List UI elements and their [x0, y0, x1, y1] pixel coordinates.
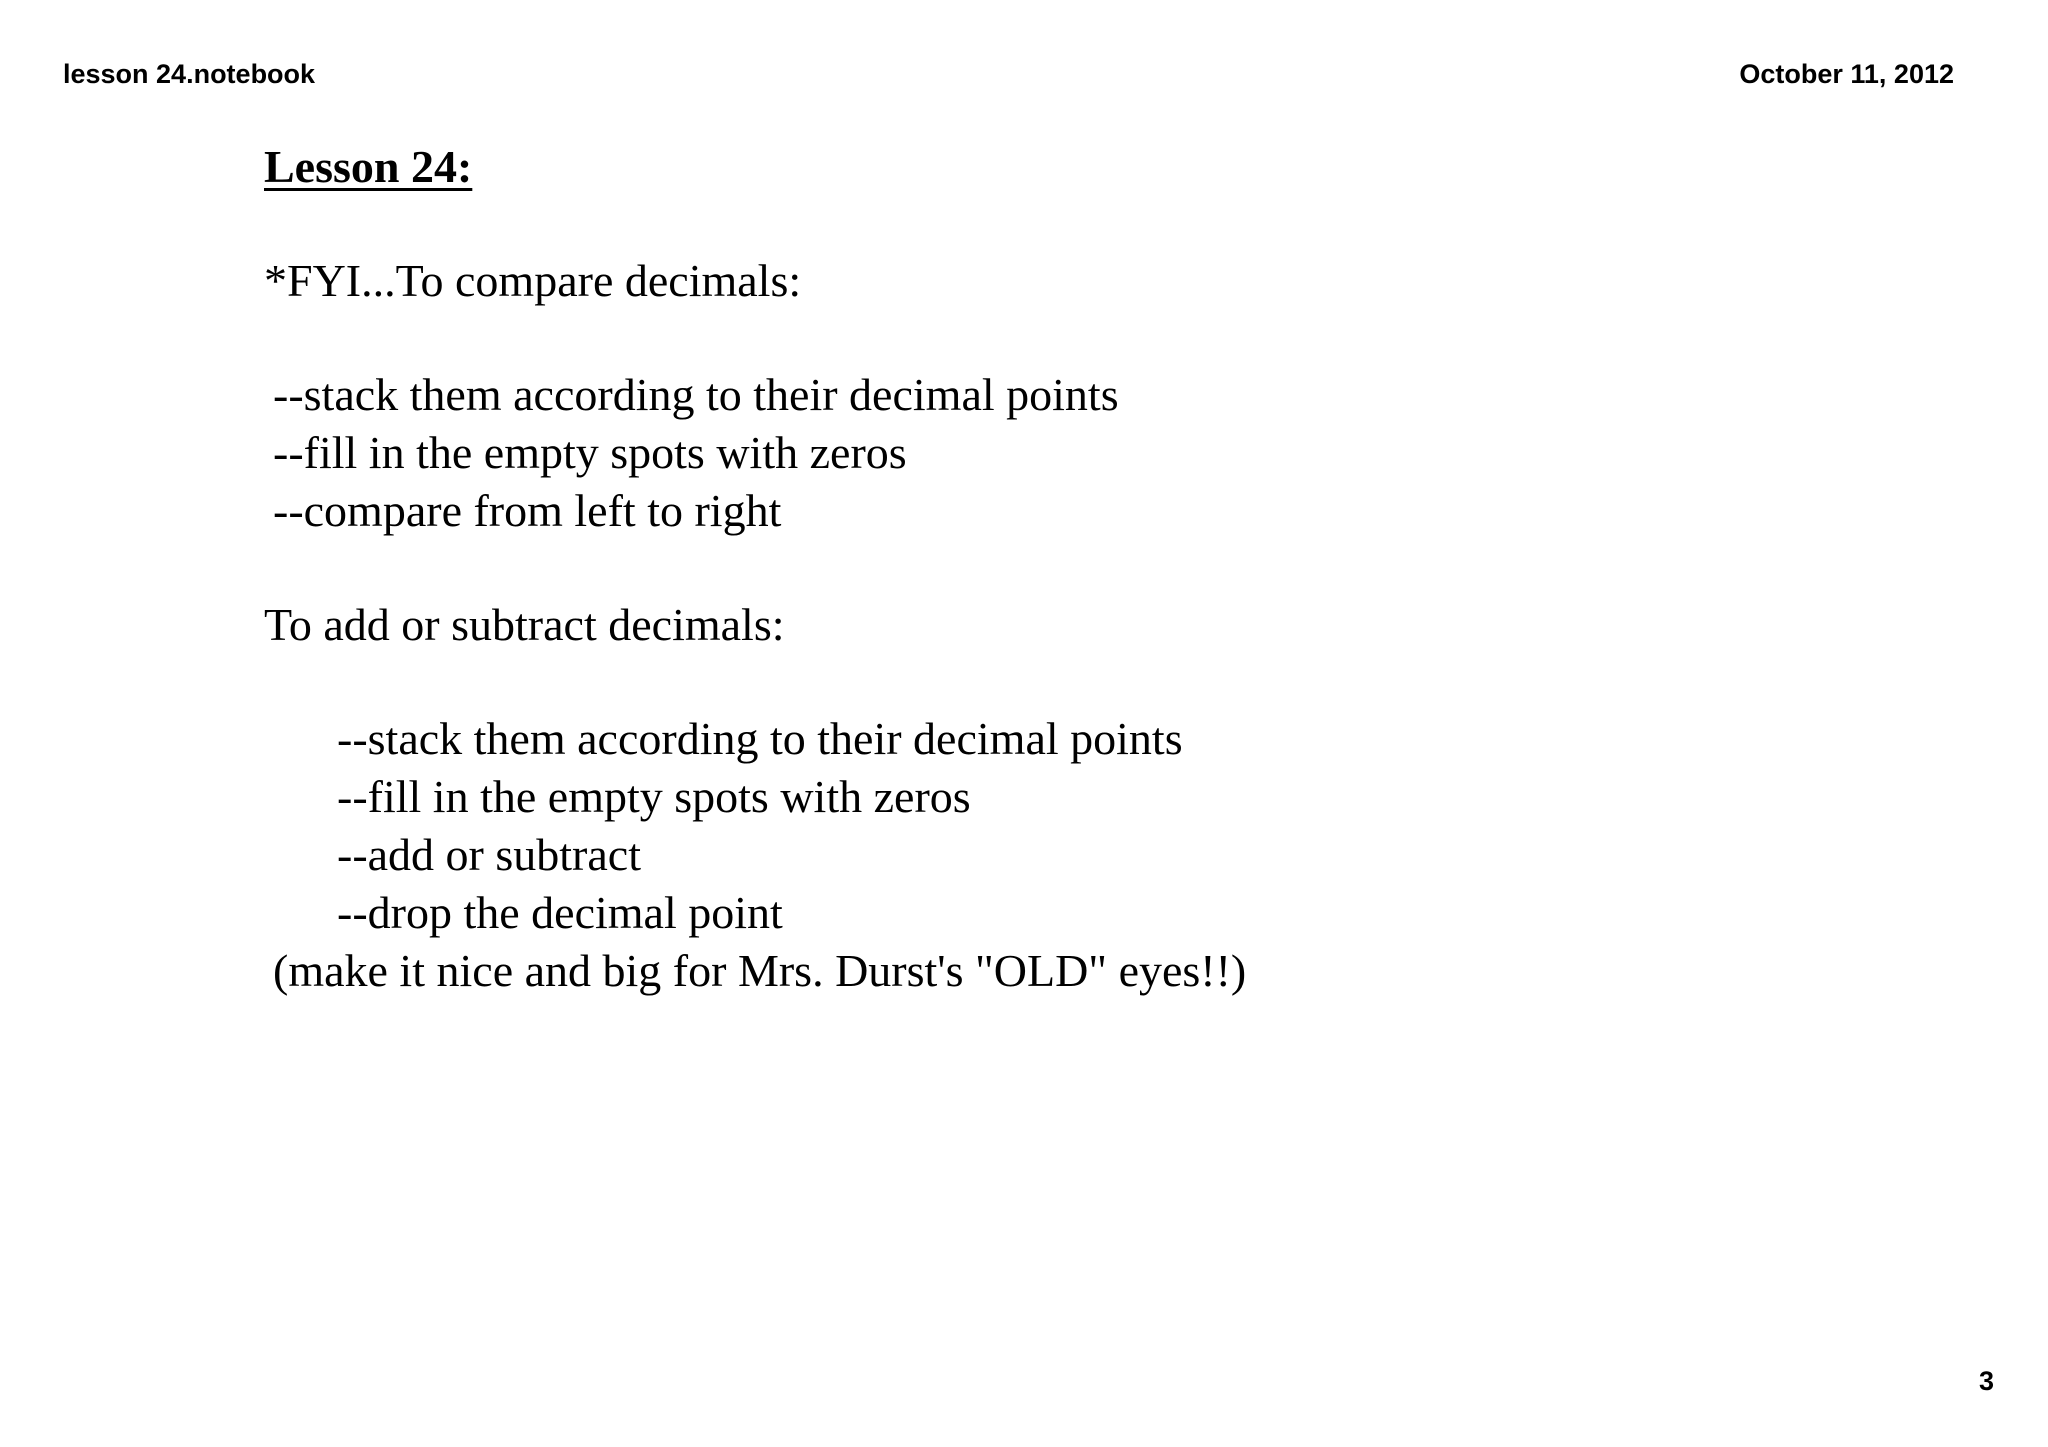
lesson-title: Lesson 24: [264, 141, 473, 192]
add-subtract-heading: To add or subtract decimals: [264, 599, 785, 650]
notebook-date: October 11, 2012 [1739, 59, 1954, 89]
lesson-content [264, 138, 1764, 1000]
compare-heading: *FYI...To compare decimals: [264, 255, 802, 306]
add-step-4: --drop the decimal point [337, 887, 783, 938]
teacher-note: (make it nice and big for Mrs. Durst's "OLD" eyes!!) [273, 945, 1247, 996]
notebook-filename: lesson 24.notebook [63, 59, 316, 89]
compare-step-1: --stack them according to their decimal points [273, 369, 1119, 420]
add-step-3: --add or subtract [337, 829, 641, 880]
add-step-2: --fill in the empty spots with zeros [337, 771, 971, 822]
compare-step-3: --compare from left to right [273, 485, 782, 536]
add-step-1: --stack them according to their decimal points [337, 713, 1183, 764]
page-number: 3 [1978, 1366, 1994, 1396]
compare-step-2: --fill in the empty spots with zeros [273, 427, 907, 478]
